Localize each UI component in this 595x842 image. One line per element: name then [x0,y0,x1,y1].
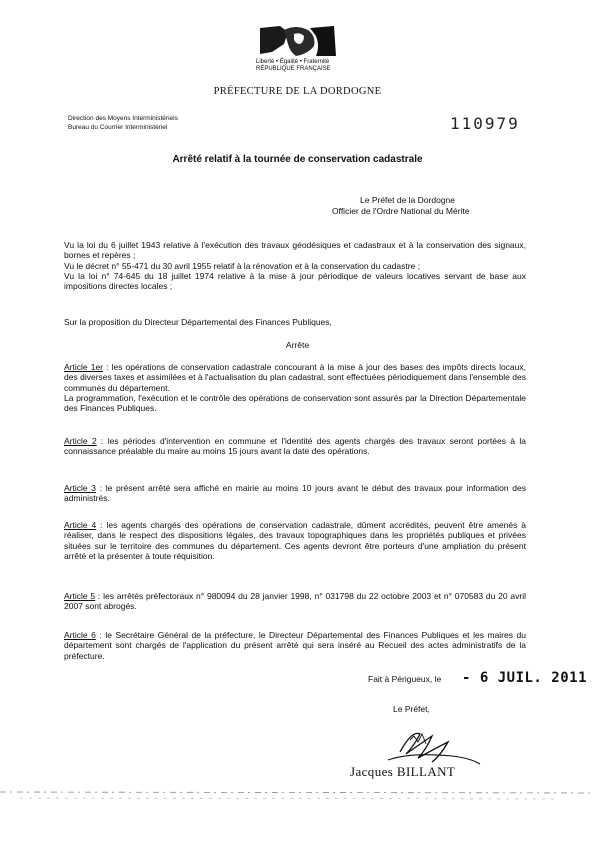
reference-number: 110979 [450,114,520,133]
proposition: Sur la proposition du Directeur Départemental des Finances Publiques, [64,317,332,327]
signatory-title: Le Préfet, [393,704,430,714]
article-1-label: Article 1er [64,362,104,372]
article-2-label: Article 2 [64,436,97,446]
service-line-1: Direction des Moyens Interministériels [68,115,178,122]
marianne-logo [250,22,342,82]
article-3-label: Article 3 [64,483,97,493]
article-6-label: Article 6 [64,630,96,640]
signature-place: Fait à Périgueux, le [368,674,442,684]
article-3 [64,483,526,504]
handwritten-signature [340,722,510,792]
logo-republique: RÉPUBLIQUE FRANÇAISE [256,66,331,72]
prefecture-heading: PRÉFECTURE DE LA DORDOGNE [213,86,382,97]
article-6-text: : le Secrétaire Général de la préfecture, le Directeur Départemental des Finances Publiques et les maires du département sont chargés de l'application du présent arrêté qui sera inséré au Recueil des actes administratifs de la préfecture. [64,630,526,661]
visa-3: Vu la loi n° 74-645 du 18 juillet 1974 relative à la mise à jour périodique de valeurs locatives servant de base aux impositions directes locales ; [64,270,526,292]
article-1-text: : les opérations de conservation cadastrale concourant à la mise à jour des bases des impôts directs locaux, des diverses taxes et assimilées et à l'actualisation du plan cadastral, sont effectuées périodiquement dans l'ensemble des communes du département. [64,362,527,393]
service-line-2: Bureau du Courrier Interministériel [68,124,168,131]
logo-motto: Liberté • Égalité • Fraternité [256,59,330,65]
article-1 [64,362,526,413]
article-2 [64,436,526,457]
arrete-heading: Arrête [285,340,310,350]
issuing-authority [332,195,470,217]
article-4-label: Article 4 [64,520,97,530]
issuing-service [68,114,178,132]
article-1-text-2: La programmation, l'exécution et le contrôle des opérations de conservation sont assurés par la Direction Départementale des Finances Publiques. [64,392,526,414]
article-5-label: Article 5 [64,591,96,601]
visa-2: Vu le décret n° 55-471 du 30 avril 1955 relatif à la rénovation et à la conservation du cadastre ; [64,260,421,271]
article-6 [64,630,526,661]
visas [64,240,526,291]
article-2-text: : les périodes d'intervention en commune et l'identité des agents chargés des travaux seront portées à la connaissance préalable du maire au moins 15 jours avant la date des opérations. [64,436,526,457]
scan-edge-artifact [0,788,595,808]
signatory-name: Jacques BILLANT [350,764,456,779]
authority-line-2: Officier de l'Ordre National du Mérite [332,206,470,216]
article-3-text: : le présent arrêté sera affiché en mairie au moins 10 jours avant le début des travaux pour information des administrés. [64,483,526,504]
authority-line-1: Le Préfet de la Dordogne [360,195,455,205]
visa-1: Vu la loi du 6 juillet 1943 relative à l'exécution des travaux géodésiques et cadastraux et à la conservation des signaux, bornes et repères ; [64,240,526,261]
article-4 [64,520,526,561]
signature-date-stamp: - 6 JUIL. 2011 [462,670,588,686]
logo-text [256,59,331,73]
article-5 [64,591,526,612]
article-4-text: : les agents chargés des opérations de conservation cadastrale, dûment accrédités, peuvent être amenés à réaliser, dans le respect des dispositions légales, des travaux topographiques dans les propriétés publiques et privées situées sur le territoire des communes du département. Ces agents devront être porteurs d'une ampliation du présent arrêté et la présenter à toute réquisition. [64,520,526,561]
article-5-text: : les arrêtés préfectoraux n° 980094 du 28 janvier 1998, n° 031798 du 22 octobre 2003 et n° 070583 du 20 avril 2007 sont abrogés. [64,591,526,612]
document-title: Arrêté relatif à la tournée de conservation cadastrale [172,154,423,165]
